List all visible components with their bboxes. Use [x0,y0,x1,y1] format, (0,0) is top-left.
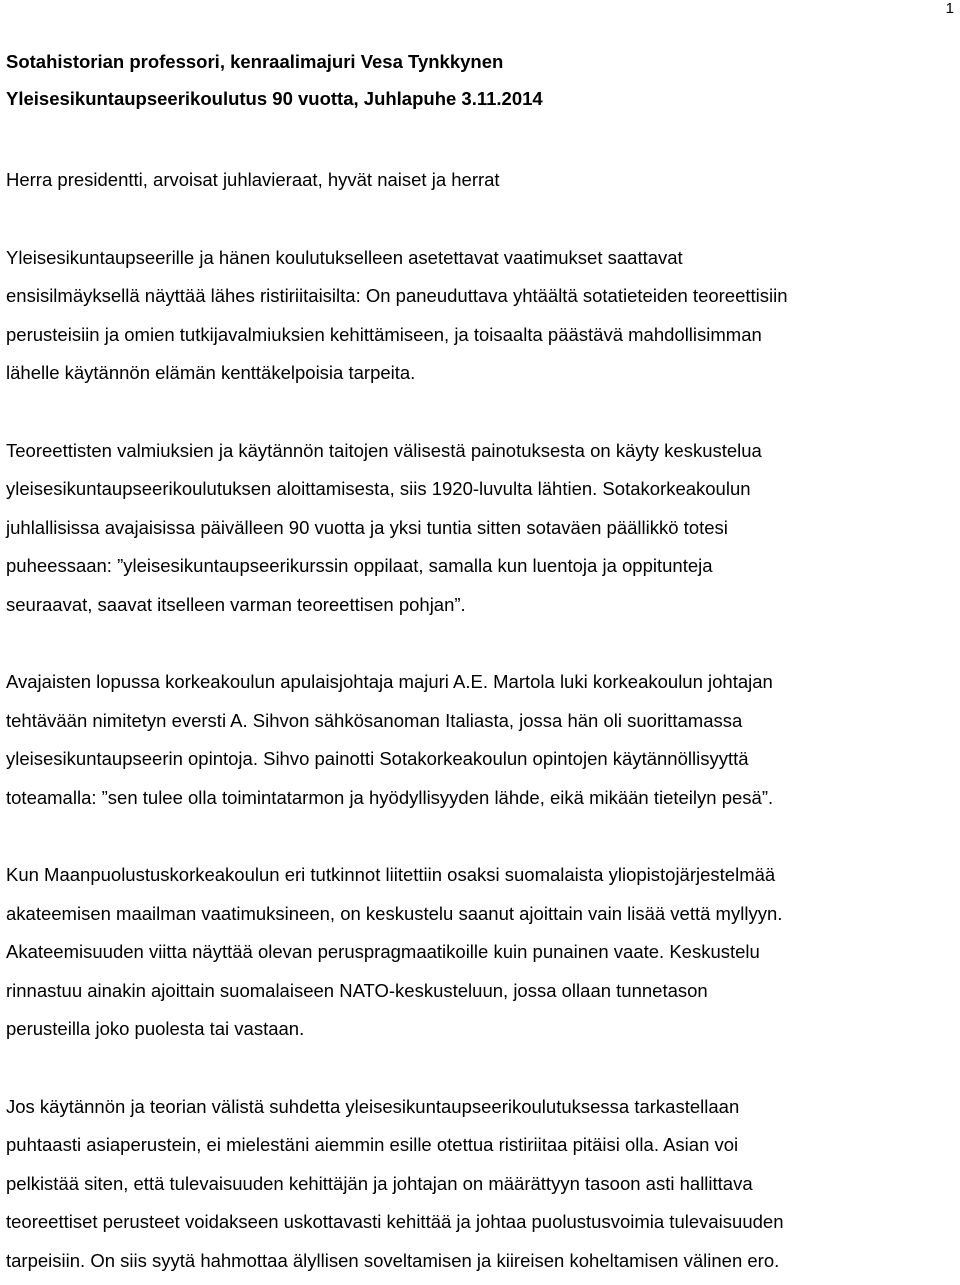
spacer [6,1049,956,1088]
paragraph-line: puhtaasti asiaperustein, ei mielestäni aiemmin esille otettua ristiriitaa pitäisi olla. Asian voi [6,1134,739,1155]
paragraph-line: juhlallisissa avajaisissa päivälleen 90 vuotta ja yksi tuntia sitten sotaväen päällikkö totesi [6,516,728,538]
paragraph-line: toteamalla: ”sen tulee olla toimintatarmon ja hyödyllisyyden lähde, eikä mikään tieteilyn pesä”. [6,786,774,808]
greeting [6,161,956,200]
paragraph-line: lähelle käytännön elämän kenttäkelpoisia tarpeita. [6,362,416,383]
title-line-2: Yleisesikuntaupseerikoulutus 90 vuotta, Juhlapuhe 3.11.2014 [6,88,543,109]
page-number: 1 [945,0,954,17]
paragraph-line: Avajaisten lopussa korkeakoulun apulaisjohtaja majuri A.E. Martola luki korkeakoulun johtajan [6,671,773,692]
paragraph-line: rinnastuu ainakin ajoittain suomalaiseen NATO-keskusteluun, jossa ollaan tunnetason [6,979,708,1001]
paragraph-line: seuraavat, saavat itselleen varman teoreettisen pohjan”. [6,593,466,615]
spacer [6,817,956,856]
spacer [6,624,956,663]
paragraph-line: Akateemisuuden viitta näyttää olevan peruspragmaatikoille kuin punainen vaate. Keskustelu [6,941,760,962]
paragraph-line: perusteilla joko puolesta tai vastaan. [6,1018,305,1039]
greeting-line: Herra presidentti, arvoisat juhlavieraat, hyvät naiset ja herrat [6,169,500,190]
paragraph-line: tarpeisiin. On siis syytä hahmottaa älyllisen soveltamisen ja kiireisen koheltamisen välinen ero. [6,1249,780,1271]
paragraph-line: Teoreettisten valmiuksien ja käytännön taitojen välisestä painotuksesta on käyty keskustelua [6,439,762,461]
paragraph-line: yleisesikuntaupseerikoulutuksen aloittamisesta, siis 1920-luvulta lähtien. Sotakorkeakoulun [6,478,751,499]
paragraph-line: Yleisesikuntaupseerille ja hänen koulutukselleen asetettavat vaatimukset saattavat [6,246,683,268]
paragraph-1 [6,239,956,393]
paragraph-line: yleisesikuntaupseerin opintoja. Sihvo painotti Sotakorkeakoulun opintojen käytännöllisyyttä [6,748,749,769]
paragraph-line: pelkistää siten, että tulevaisuuden kehittäjän ja johtajan on määrättyyn tasoon asti hallittava [6,1172,753,1194]
paragraph-line: perusteisiin ja omien tutkijavalmiuksien kehittämiseen, ja toisaalta päästävä mahdollisimman [6,323,762,345]
paragraph-line: puheessaan: ”yleisesikuntaupseerikurssin oppilaat, samalla kun luentoja ja oppitunteja [6,555,713,576]
paragraph-line: tehtävään nimitetyn eversti A. Sihvon sähkösanoman Italiasta, jossa hän oli suorittamassa [6,709,743,731]
document-body [6,43,956,1280]
spacer [6,393,956,432]
paragraph-line: akateemisen maailman vaatimuksineen, on keskustelu saanut ajoittain vain lisää vettä myllyyn. [6,902,783,924]
paragraph-line: teoreettiset perusteet voidakseen uskottavasti kehittää ja johtaa puolustusvoimia tulevaisuuden [6,1211,784,1232]
title-line-1: Sotahistorian professori, kenraalimajuri Vesa Tynkkynen [6,51,504,72]
paragraph-line: Kun Maanpuolustuskorkeakoulun eri tutkinnot liitettiin osaksi suomalaista yliopistojärjestelmää [6,864,776,885]
paragraph-line: ensisilmäyksellä näyttää lähes ristiriitaisilta: On paneuduttava yhtäältä sotatieteiden teoreettisiin [6,285,788,306]
spacer [6,117,956,161]
paragraph-4 [6,856,956,1049]
paragraph-line: Jos käytännön ja teorian välistä suhdetta yleisesikuntaupseerikoulutuksessa tarkastellaan [6,1095,740,1117]
spacer [6,200,956,239]
paragraph-5 [6,1088,956,1281]
paragraph-3 [6,663,956,817]
paragraph-2 [6,432,956,625]
